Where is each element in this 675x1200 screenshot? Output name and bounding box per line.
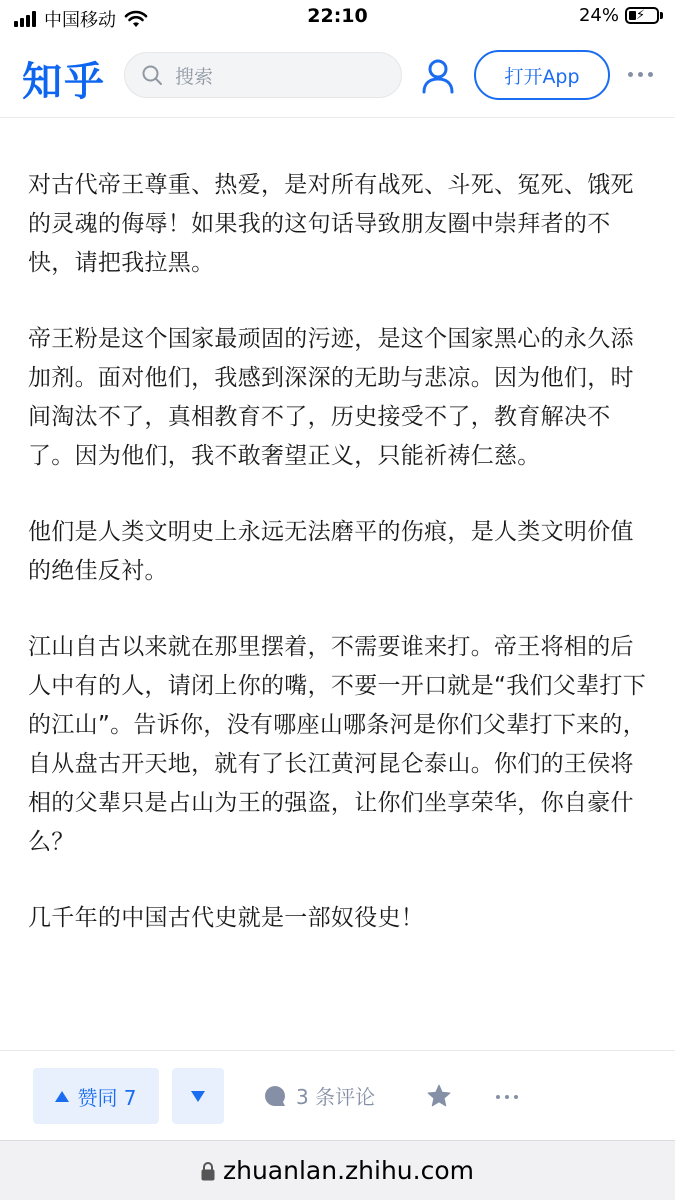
vote-down-button[interactable] xyxy=(172,1068,224,1124)
user-icon[interactable] xyxy=(421,58,455,94)
browser-url-bar[interactable] xyxy=(0,1140,675,1200)
more-icon[interactable] xyxy=(628,72,653,77)
star-icon[interactable] xyxy=(426,1083,452,1109)
vote-up-icon xyxy=(55,1091,69,1102)
vote-up-label: 赞同 7 xyxy=(77,1085,137,1110)
status-time: 22:10 xyxy=(307,5,368,27)
comments-label: 3 条评论 xyxy=(296,1085,376,1109)
search-placeholder: 搜索 xyxy=(175,65,214,88)
vote-up-button[interactable] xyxy=(33,1068,159,1124)
article-paragraph: 帝王粉是这个国家最顽固的污迹，是这个国家黑心的永久添加剂。面对他们，我感到深深的无助与悲凉。因为他们，时间淘汰不了，真相教育不了，历史接受不了，教育解决不了。因为他们，我不敢奢望正义，只能祈祷仁慈。 xyxy=(28,326,634,469)
article-body xyxy=(28,166,648,975)
search-input[interactable] xyxy=(124,52,402,98)
carrier-name: 中国移动 xyxy=(44,10,116,31)
url-text: zhuanlan.zhihu.com xyxy=(223,1156,474,1185)
vote-down-icon xyxy=(191,1091,205,1102)
battery-percent: 24% xyxy=(578,5,619,26)
article-paragraph: 对古代帝王尊重、热爱，是对所有战死、斗死、冤死、饿死的灵魂的侮辱！如果我的这句话导致朋友圈中崇拜者的不快，请把我拉黑。 xyxy=(28,172,634,276)
action-bar xyxy=(0,1050,675,1140)
battery-icon: ⚡ xyxy=(625,7,659,24)
comment-icon xyxy=(264,1085,286,1107)
site-header xyxy=(0,36,675,118)
more-actions-icon[interactable] xyxy=(496,1095,518,1099)
article-paragraph: 江山自古以来就在那里摆着，不需要谁来打。帝王将相的后人中有的人，请闭上你的嘴，不要一开口就是“我们父辈打下的江山”。告诉你，没有哪座山哪条河是你们父辈打下来的，自从盘古开天地，就有了长江黄河昆仑泰山。你们的王侯将相的父辈只是占山为王的强盗，让你们坐享荣华，你自豪什么？ xyxy=(28,634,647,855)
battery-cap xyxy=(660,12,663,19)
zhihu-logo[interactable]: 知乎 xyxy=(22,59,106,105)
open-app-button[interactable]: 打开App xyxy=(474,50,610,100)
article-paragraph: 几千年的中国古代史就是一部奴役史！ xyxy=(28,905,425,931)
status-bar xyxy=(0,0,675,36)
search-icon xyxy=(141,64,163,86)
lock-icon xyxy=(201,1161,215,1181)
status-right xyxy=(579,5,663,26)
comments-button[interactable] xyxy=(264,1081,375,1110)
article-paragraph: 他们是人类文明史上永远无法磨平的伤痕，是人类文明价值的绝佳反衬。 xyxy=(28,519,634,584)
